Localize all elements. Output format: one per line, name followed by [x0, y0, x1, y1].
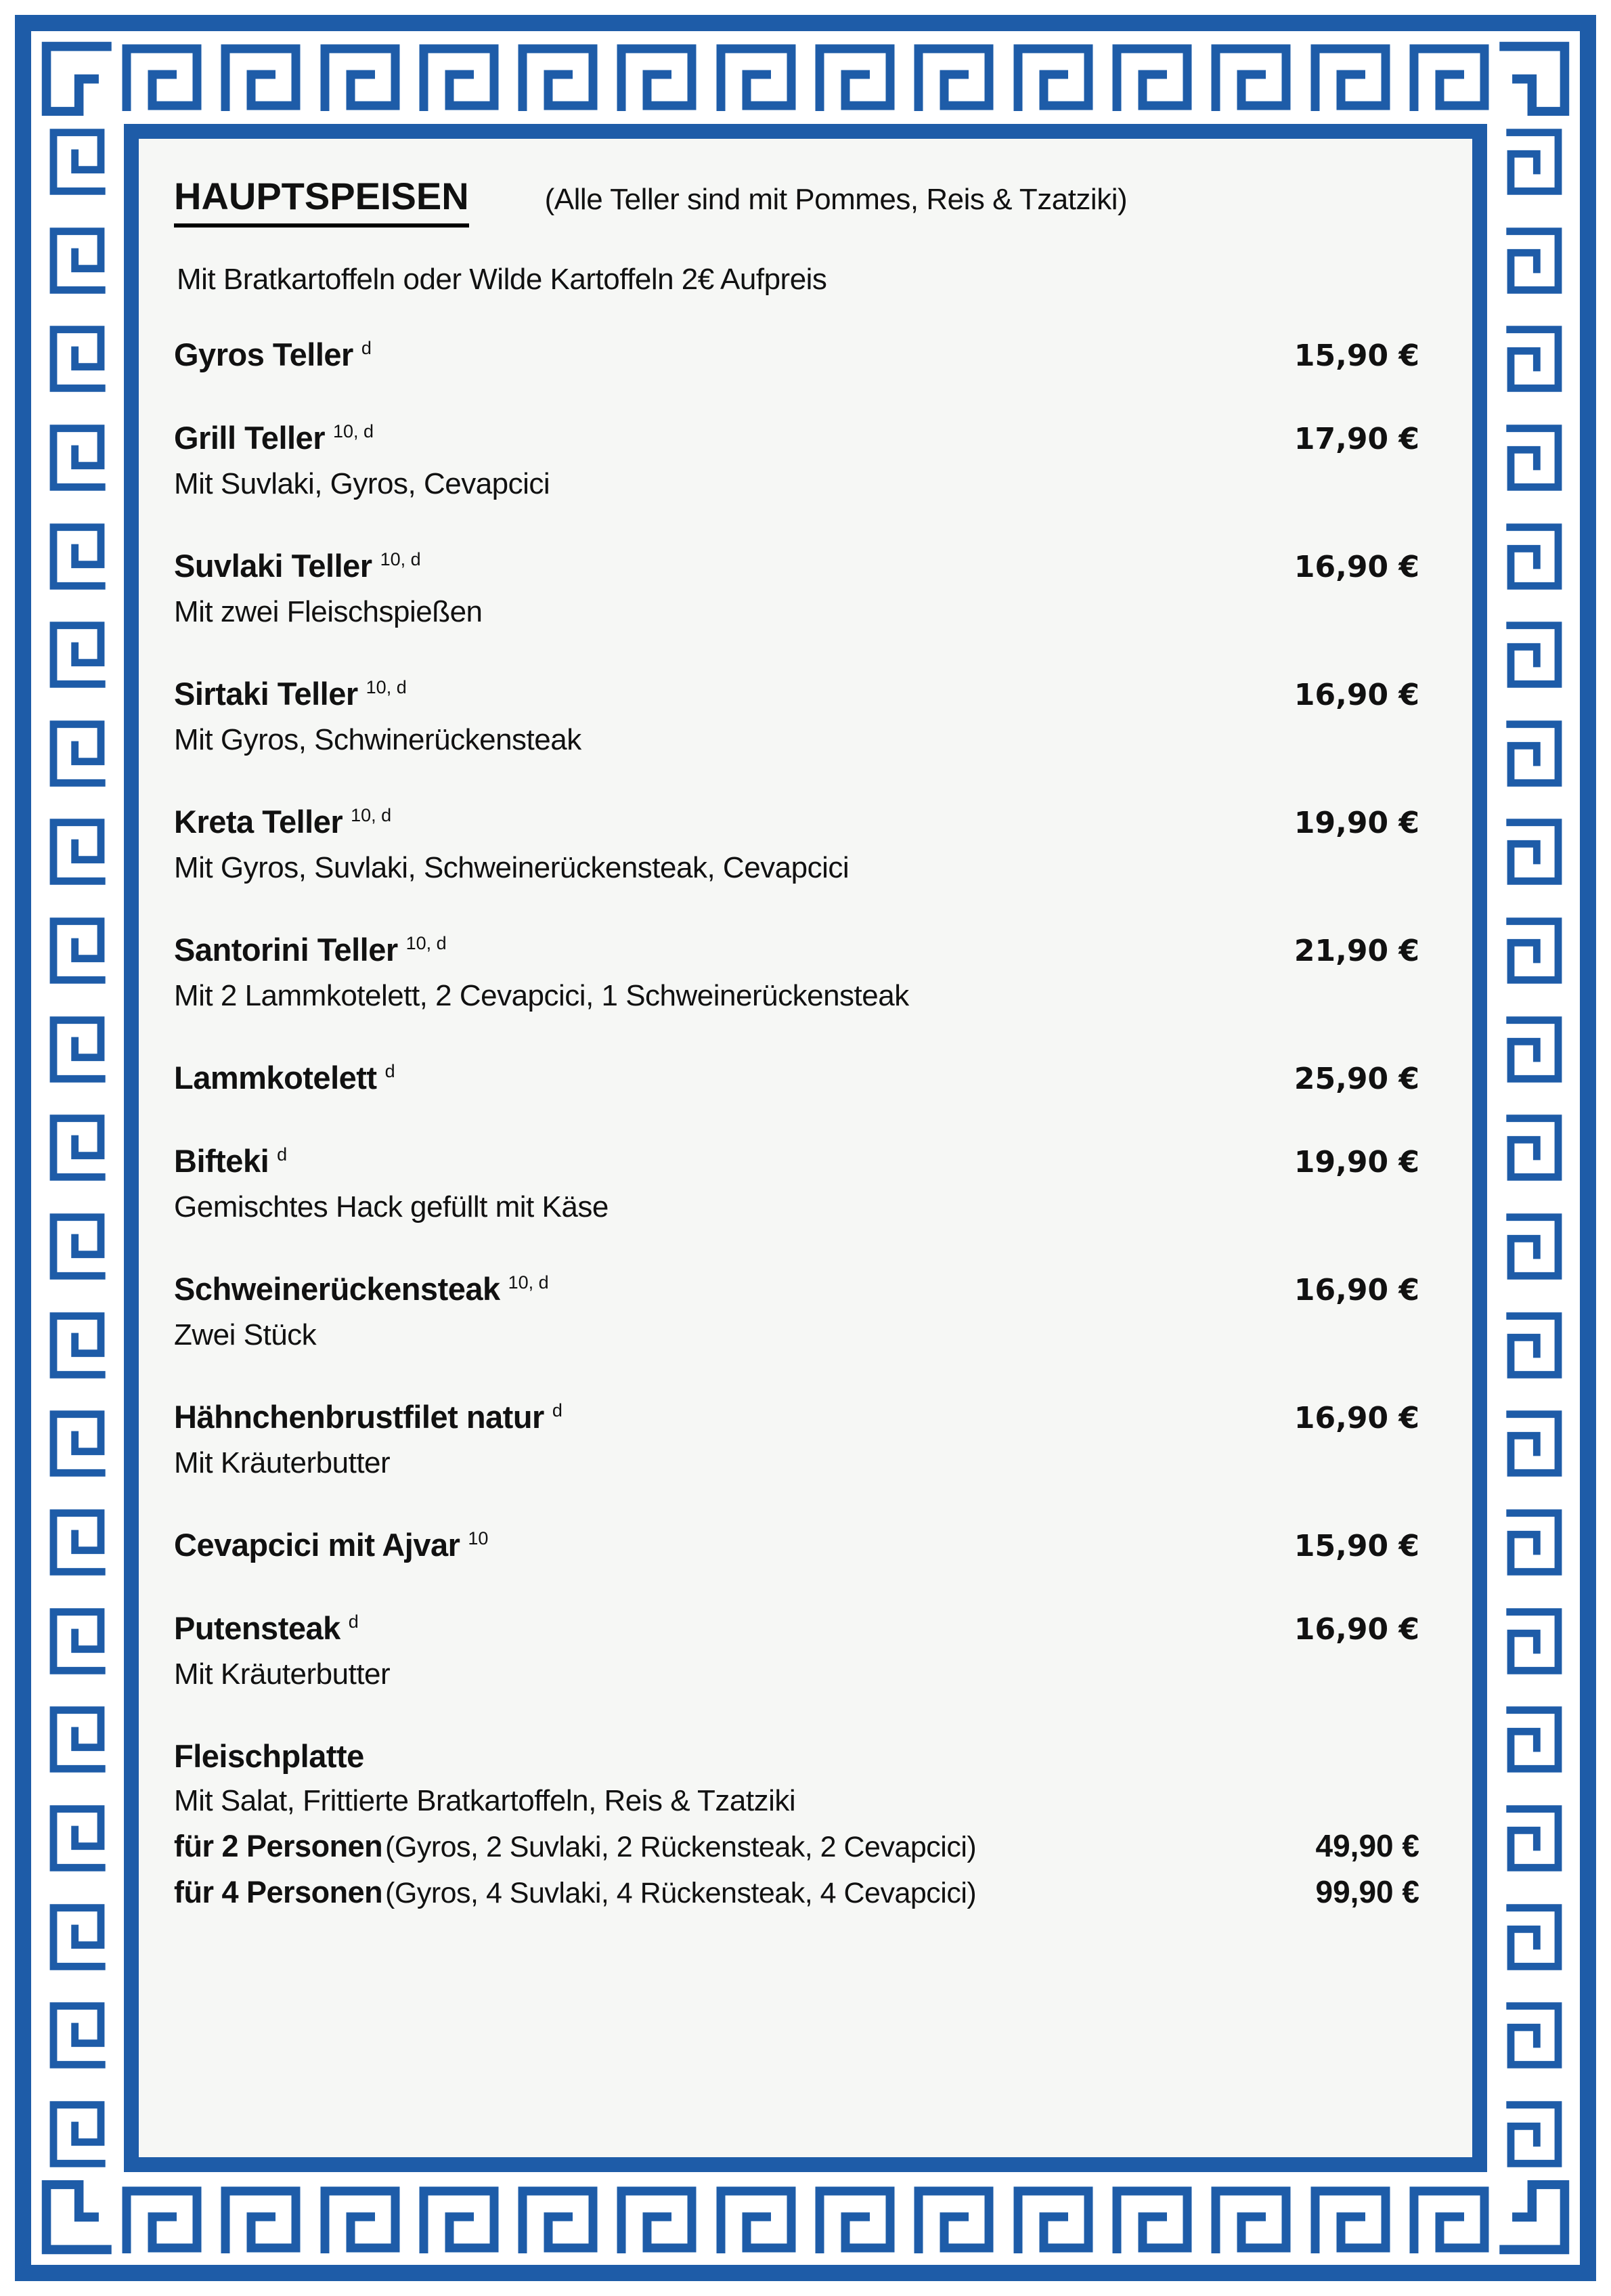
greek-key-motif: [43, 1502, 111, 1583]
greek-key-motif: [43, 220, 111, 301]
platter-option-row: [174, 1873, 1419, 1910]
item-price: 16,90 €: [1294, 1612, 1419, 1647]
meander-corner-top-left: [38, 38, 116, 116]
item-allergen-sup: d: [361, 338, 372, 359]
greek-key-motif: [319, 2186, 401, 2253]
menu-item: [174, 1270, 1419, 1352]
greek-key-motif: [43, 1897, 111, 1978]
greek-key-motif: [43, 811, 111, 892]
greek-key-motif: [1501, 1107, 1568, 1188]
greek-key-motif: [43, 910, 111, 991]
greek-key-motif: [418, 43, 500, 111]
item-desc: Mit Kräuterbutter: [174, 1658, 391, 1691]
greek-key-motif: [43, 1699, 111, 1780]
greek-key-motif: [715, 2186, 797, 2253]
item-allergen-sup: 10, d: [366, 677, 407, 698]
greek-key-motif: [1210, 2186, 1292, 2253]
greek-key-motif: [1111, 2186, 1193, 2253]
greek-key-motif: [616, 43, 697, 111]
item-name: Cevapcici mit Ajvar $^{10}$: [174, 1527, 489, 1563]
item-allergen-sup: 10, d: [405, 933, 447, 954]
item-row: [174, 547, 1419, 584]
item-price: 17,90 €: [1294, 422, 1419, 456]
item-allergen-sup: 10, d: [351, 805, 392, 826]
menu-body-area: [116, 116, 1495, 2180]
greek-key-motif: [616, 2186, 697, 2253]
item-price: 15,90 €: [1294, 1529, 1419, 1563]
item-price: 16,90 €: [1294, 550, 1419, 584]
greek-key-motif: [1501, 614, 1568, 695]
greek-key-motif: [1013, 43, 1094, 111]
item-desc: Mit Kräuterbutter: [174, 1446, 391, 1479]
item-row: [174, 931, 1419, 968]
greek-key-motif: [814, 43, 896, 111]
item-row: [174, 1059, 1419, 1096]
greek-key-motif: [43, 1107, 111, 1188]
greek-key-motif: [121, 2186, 202, 2253]
greek-key-motif: [1310, 2186, 1391, 2253]
platter-option-row: [174, 1827, 1419, 1864]
inner-border-line: [124, 124, 1487, 2172]
menu-item: [174, 1059, 1419, 1096]
greek-key-motif: [1501, 2094, 1568, 2175]
item-allergen-sup: d: [384, 1061, 395, 1082]
greek-key-motif: [1501, 1502, 1568, 1583]
greek-key-motif: [43, 121, 111, 202]
intro-note: Mit Bratkartoffeln oder Wilde Kartoffeln 2€ Aufpreis: [177, 263, 827, 296]
item-name: Schweinerückensteak $^{10, d}$: [174, 1271, 549, 1307]
item-row: [174, 1270, 1419, 1307]
border-top-meander: [116, 38, 1495, 116]
greek-key-motif: [1501, 1699, 1568, 1780]
greek-key-motif: [43, 1305, 111, 1386]
item-row: [174, 1142, 1419, 1179]
border-left-meander: [38, 116, 116, 2180]
greek-key-motif: [418, 2186, 500, 2253]
greek-key-motif: [43, 1403, 111, 1484]
greek-key-motif: [1501, 1305, 1568, 1386]
greek-key-motif: [1409, 43, 1490, 111]
item-row: [174, 419, 1419, 456]
greek-key-motif: [517, 43, 598, 111]
item-name: Hähnchenbrustfilet natur $^d$: [174, 1399, 562, 1435]
item-allergen-sup: 10, d: [333, 421, 374, 442]
greek-key-motif: [220, 2186, 301, 2253]
menu-content: [139, 139, 1472, 2157]
greek-key-motif: [319, 43, 401, 111]
item-row: [174, 1609, 1419, 1647]
greek-key-motif: [913, 2186, 994, 2253]
greek-key-motif: [1501, 1403, 1568, 1484]
greek-key-motif: [814, 2186, 896, 2253]
menu-items: [174, 336, 1419, 1691]
platter-option-price: 49,90 €: [1315, 1828, 1419, 1863]
item-price: 19,90 €: [1294, 806, 1419, 840]
item-row: [174, 675, 1419, 712]
platter-desc: Mit Salat, Frittierte Bratkartoffeln, Reis & Tzatziki: [174, 1784, 796, 1817]
menu-header: [174, 174, 1419, 228]
menu-item: [174, 803, 1419, 885]
menu-item: [174, 675, 1419, 757]
greek-key-motif: [1310, 43, 1391, 111]
greek-key-motif: [43, 2094, 111, 2175]
item-allergen-sup: 10: [468, 1528, 489, 1549]
item-row: [174, 803, 1419, 840]
menu-item: [174, 1526, 1419, 1563]
greek-key-motif: [43, 1601, 111, 1682]
greek-key-motif: [43, 516, 111, 597]
greek-key-motif: [1501, 1206, 1568, 1287]
item-row: [174, 336, 1419, 373]
greek-key-motif: [1501, 1798, 1568, 1879]
platter-option-price: 99,90 €: [1315, 1874, 1419, 1909]
item-price: 25,90 €: [1294, 1062, 1419, 1096]
greek-key-motif: [1501, 811, 1568, 892]
platter-name: Fleischplatte: [174, 1738, 364, 1774]
greek-key-motif: [517, 2186, 598, 2253]
item-name: Lammkotelett $^d$: [174, 1060, 395, 1096]
greek-key-motif: [1501, 516, 1568, 597]
meander-corner-top-right: [1495, 38, 1573, 116]
item-desc: Zwei Stück: [174, 1318, 317, 1351]
item-name: Sirtaki Teller $^{10, d}$: [174, 676, 407, 712]
item-desc: Mit 2 Lammkotelett, 2 Cevapcici, 1 Schweinerückensteak: [174, 979, 909, 1012]
item-name: Suvlaki Teller $^{10, d}$: [174, 548, 421, 584]
item-price: 19,90 €: [1294, 1145, 1419, 1179]
item-allergen-sup: 10, d: [508, 1272, 549, 1293]
greek-key-motif: [1501, 220, 1568, 301]
greek-key-motif: [1501, 1995, 1568, 2076]
greek-key-motif: [43, 318, 111, 399]
menu-item: [174, 336, 1419, 373]
border-right-meander: [1495, 116, 1573, 2180]
item-name: Gyros Teller $^d$: [174, 337, 372, 372]
greek-key-motif: [43, 1995, 111, 2076]
border-bottom-meander: [116, 2180, 1495, 2258]
item-price: 15,90 €: [1294, 339, 1419, 373]
item-row: [174, 1526, 1419, 1563]
item-desc: Mit zwei Fleischspießen: [174, 595, 483, 628]
item-name: Bifteki $^d$: [174, 1143, 288, 1179]
item-name: Santorini Teller $^{10, d}$: [174, 932, 447, 968]
meander-corner-bottom-right: [1495, 2180, 1573, 2258]
greek-key-motif: [1013, 2186, 1094, 2253]
item-desc: Mit Gyros, Schwinerückensteak: [174, 723, 581, 756]
greek-key-motif: [913, 43, 994, 111]
item-price: 16,90 €: [1294, 1401, 1419, 1435]
greek-key-motif: [121, 43, 202, 111]
greek-key-motif: [43, 417, 111, 498]
greek-key-motif: [43, 614, 111, 695]
platter-option-label: für 2 Personen (Gyros, 2 Suvlaki, 2 Rückensteak, 2 Cevapcici): [174, 1829, 977, 1863]
item-allergen-sup: d: [348, 1611, 359, 1632]
greek-key-motif: [1501, 1009, 1568, 1090]
greek-key-motif: [1210, 43, 1292, 111]
greek-key-motif: [1501, 910, 1568, 991]
greek-key-motif: [1501, 1601, 1568, 1682]
item-desc: Gemischtes Hack gefüllt mit Käse: [174, 1190, 609, 1223]
item-price: 21,90 €: [1294, 934, 1419, 968]
greek-key-motif: [715, 43, 797, 111]
page-subtitle: (Alle Teller sind mit Pommes, Reis & Tzatziki): [544, 183, 1128, 216]
page-title: HAUPTSPEISEN: [174, 174, 469, 228]
platter-options: [174, 1827, 1419, 1910]
menu-item: [174, 931, 1419, 1013]
item-desc: Mit Gyros, Suvlaki, Schweinerückensteak, Cevapcici: [174, 851, 849, 884]
greek-key-motif: [1111, 43, 1193, 111]
item-row: [174, 1398, 1419, 1435]
item-allergen-sup: d: [552, 1400, 562, 1421]
platter-block: [174, 1737, 1419, 1910]
item-price: 16,90 €: [1294, 678, 1419, 712]
menu-item: [174, 1609, 1419, 1691]
item-allergen-sup: 10, d: [380, 549, 421, 570]
greek-key-motif: [43, 1206, 111, 1287]
greek-key-motif: [1501, 417, 1568, 498]
item-price: 16,90 €: [1294, 1273, 1419, 1307]
greek-key-motif: [1501, 713, 1568, 794]
platter-option-label: für 4 Personen (Gyros, 4 Suvlaki, 4 Rückensteak, 4 Cevapcici): [174, 1875, 977, 1909]
meander-border-band: [38, 38, 1573, 2258]
greek-key-motif: [43, 713, 111, 794]
greek-key-motif: [1501, 121, 1568, 202]
greek-key-motif: [1409, 2186, 1490, 2253]
menu-item: [174, 1398, 1419, 1480]
menu-item: [174, 419, 1419, 501]
menu-item: [174, 547, 1419, 629]
item-name: Putensteak $^d$: [174, 1610, 359, 1646]
menu-item: [174, 1142, 1419, 1224]
greek-key-motif: [43, 1009, 111, 1090]
greek-key-motif: [43, 1798, 111, 1879]
item-desc: Mit Suvlaki, Gyros, Cevapcici: [174, 467, 550, 500]
greek-key-motif: [1501, 318, 1568, 399]
greek-key-motif: [220, 43, 301, 111]
greek-key-motif: [1501, 1897, 1568, 1978]
item-name: Kreta Teller $^{10, d}$: [174, 804, 392, 840]
item-name: Grill Teller $^{10, d}$: [174, 420, 374, 456]
meander-corner-bottom-left: [38, 2180, 116, 2258]
item-allergen-sup: d: [277, 1144, 288, 1165]
